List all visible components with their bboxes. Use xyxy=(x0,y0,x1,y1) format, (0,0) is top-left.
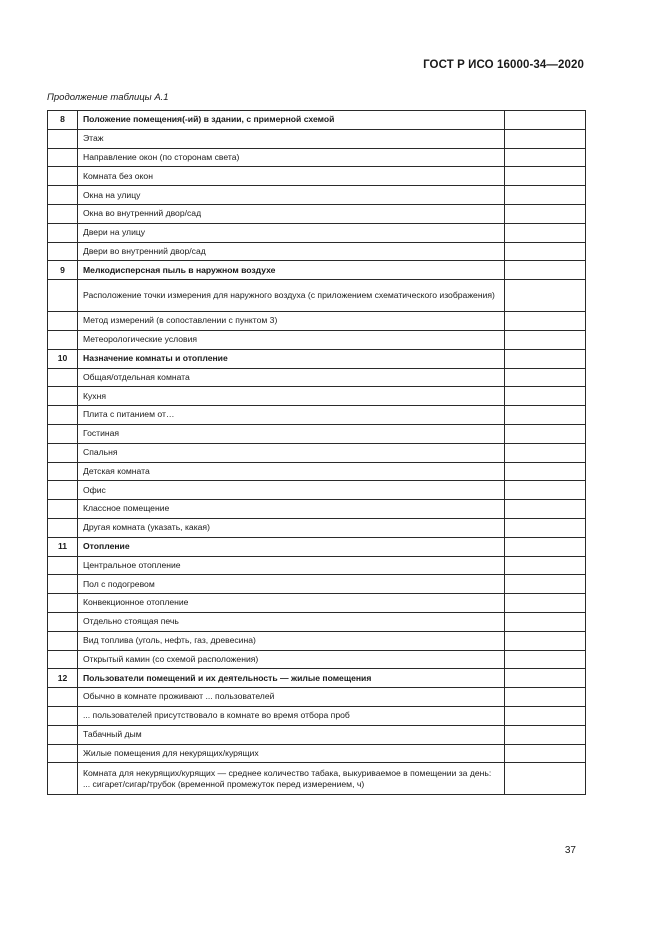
row-number-cell xyxy=(48,612,78,631)
row-number-cell xyxy=(48,280,78,312)
row-number-cell xyxy=(48,424,78,443)
row-value-cell[interactable] xyxy=(505,537,586,556)
table-row xyxy=(48,688,586,707)
table-row xyxy=(48,725,586,744)
row-number-cell xyxy=(48,242,78,261)
row-description-cell: Табачный дым xyxy=(78,725,505,744)
row-value-cell[interactable] xyxy=(505,481,586,500)
table-row xyxy=(48,706,586,725)
row-number-cell: 9 xyxy=(48,261,78,280)
table-row xyxy=(48,406,586,425)
row-value-cell[interactable] xyxy=(505,556,586,575)
row-value-cell[interactable] xyxy=(505,330,586,349)
table-row xyxy=(48,129,586,148)
document-standard-header: ГОСТ Р ИСО 16000-34—2020 xyxy=(423,59,584,71)
row-description-cell: Кухня xyxy=(78,387,505,406)
row-description-cell: Другая комната (указать, какая) xyxy=(78,518,505,537)
row-number-cell xyxy=(48,167,78,186)
table-row xyxy=(48,368,586,387)
row-value-cell[interactable] xyxy=(505,204,586,223)
row-description-cell: ... пользователей присутствовало в комнате во время отбора проб xyxy=(78,706,505,725)
table-row xyxy=(48,312,586,331)
row-number-cell: 11 xyxy=(48,537,78,556)
row-number-cell: 10 xyxy=(48,349,78,368)
row-description-cell: Отопление xyxy=(78,537,505,556)
row-value-cell[interactable] xyxy=(505,575,586,594)
row-value-cell[interactable] xyxy=(505,148,586,167)
row-number-cell xyxy=(48,481,78,500)
row-description-cell: Назначение комнаты и отопление xyxy=(78,349,505,368)
table-row xyxy=(48,148,586,167)
row-value-cell[interactable] xyxy=(505,186,586,205)
row-description-cell: Окна на улицу xyxy=(78,186,505,205)
row-value-cell[interactable] xyxy=(505,261,586,280)
row-number-cell xyxy=(48,368,78,387)
row-description-cell: Комната без окон xyxy=(78,167,505,186)
row-description-cell: Метод измерений (в сопоставлении с пунктом 3) xyxy=(78,312,505,331)
row-description-cell: Расположение точки измерения для наружного воздуха (с приложением схематического изображения) xyxy=(78,280,505,312)
row-number-cell xyxy=(48,518,78,537)
questionnaire-table xyxy=(47,110,586,795)
table-row xyxy=(48,556,586,575)
table-row xyxy=(48,443,586,462)
row-value-cell[interactable] xyxy=(505,725,586,744)
row-value-cell[interactable] xyxy=(505,242,586,261)
row-value-cell[interactable] xyxy=(505,688,586,707)
row-number-cell xyxy=(48,556,78,575)
row-number-cell xyxy=(48,443,78,462)
row-value-cell[interactable] xyxy=(505,424,586,443)
row-description-cell: Отдельно стоящая печь xyxy=(78,612,505,631)
section-header-row xyxy=(48,111,586,130)
row-value-cell[interactable] xyxy=(505,612,586,631)
row-description-cell: Жилые помещения для некурящих/курящих xyxy=(78,744,505,763)
row-description-cell: Центральное отопление xyxy=(78,556,505,575)
row-number-cell xyxy=(48,387,78,406)
table-row xyxy=(48,462,586,481)
row-value-cell[interactable] xyxy=(505,518,586,537)
row-description-cell: Пол с подогревом xyxy=(78,575,505,594)
row-value-cell[interactable] xyxy=(505,650,586,669)
row-value-cell[interactable] xyxy=(505,744,586,763)
row-value-cell[interactable] xyxy=(505,462,586,481)
row-description-cell: Конвекционное отопление xyxy=(78,594,505,613)
row-value-cell[interactable] xyxy=(505,669,586,688)
row-description-cell: Общая/отдельная комната xyxy=(78,368,505,387)
table-row xyxy=(48,481,586,500)
section-header-row xyxy=(48,261,586,280)
row-value-cell[interactable] xyxy=(505,631,586,650)
row-description-cell: Обычно в комнате проживают ... пользователей xyxy=(78,688,505,707)
table-row xyxy=(48,242,586,261)
row-number-cell xyxy=(48,763,78,795)
row-number-cell xyxy=(48,575,78,594)
row-description-cell: Детская комната xyxy=(78,462,505,481)
table-row xyxy=(48,280,586,312)
row-number-cell xyxy=(48,186,78,205)
row-value-cell[interactable] xyxy=(505,129,586,148)
row-value-cell[interactable] xyxy=(505,594,586,613)
row-value-cell[interactable] xyxy=(505,706,586,725)
table-row xyxy=(48,650,586,669)
row-value-cell[interactable] xyxy=(505,280,586,312)
table-row xyxy=(48,575,586,594)
row-value-cell[interactable] xyxy=(505,500,586,519)
questionnaire-table-body xyxy=(48,111,586,795)
table-row xyxy=(48,223,586,242)
row-value-cell[interactable] xyxy=(505,223,586,242)
row-value-cell[interactable] xyxy=(505,312,586,331)
table-row xyxy=(48,186,586,205)
row-description-cell: Этаж xyxy=(78,129,505,148)
table-row xyxy=(48,631,586,650)
row-number-cell xyxy=(48,129,78,148)
section-header-row xyxy=(48,349,586,368)
row-description-cell: Вид топлива (уголь, нефть, газ, древесина) xyxy=(78,631,505,650)
row-number-cell xyxy=(48,312,78,331)
page-number: 37 xyxy=(564,845,576,856)
table-row xyxy=(48,518,586,537)
section-header-row xyxy=(48,537,586,556)
row-description-cell: Комната для некурящих/курящих — среднее количество табака, выкуриваемое в помещении за день: ... сигарет/сигар/трубок (временной промежуток перед измерением, ч) xyxy=(78,763,505,795)
row-description-cell: Положение помещения(-ий) в здании, с примерной схемой xyxy=(78,111,505,130)
table-row xyxy=(48,744,586,763)
row-description-cell: Пользователи помещений и их деятельность — жилые помещения xyxy=(78,669,505,688)
row-number-cell xyxy=(48,462,78,481)
row-value-cell[interactable] xyxy=(505,406,586,425)
row-number-cell xyxy=(48,500,78,519)
table-row xyxy=(48,204,586,223)
row-value-cell[interactable] xyxy=(505,387,586,406)
table-row xyxy=(48,763,586,795)
row-value-cell[interactable] xyxy=(505,349,586,368)
row-description-cell: Направление окон (по сторонам света) xyxy=(78,148,505,167)
row-description-cell: Офис xyxy=(78,481,505,500)
section-header-row xyxy=(48,669,586,688)
row-number-cell xyxy=(48,706,78,725)
row-description-cell: Двери во внутренний двор/сад xyxy=(78,242,505,261)
row-description-cell: Метеорологические условия xyxy=(78,330,505,349)
row-number-cell xyxy=(48,406,78,425)
row-number-cell: 8 xyxy=(48,111,78,130)
row-number-cell xyxy=(48,688,78,707)
row-number-cell xyxy=(48,744,78,763)
row-value-cell[interactable] xyxy=(505,763,586,795)
table-row xyxy=(48,424,586,443)
table-row xyxy=(48,500,586,519)
row-number-cell xyxy=(48,725,78,744)
row-number-cell xyxy=(48,631,78,650)
row-number-cell xyxy=(48,594,78,613)
table-row xyxy=(48,330,586,349)
row-description-cell: Окна во внутренний двор/сад xyxy=(78,204,505,223)
row-value-cell[interactable] xyxy=(505,111,586,130)
row-number-cell xyxy=(48,223,78,242)
row-number-cell xyxy=(48,148,78,167)
row-description-cell: Спальня xyxy=(78,443,505,462)
row-value-cell[interactable] xyxy=(505,368,586,387)
row-description-cell: Классное помещение xyxy=(78,500,505,519)
row-number-cell: 12 xyxy=(48,669,78,688)
row-value-cell[interactable] xyxy=(505,443,586,462)
row-number-cell xyxy=(48,330,78,349)
row-value-cell[interactable] xyxy=(505,167,586,186)
row-description-cell: Мелкодисперсная пыль в наружном воздухе xyxy=(78,261,505,280)
row-number-cell xyxy=(48,204,78,223)
table-row xyxy=(48,387,586,406)
table-row xyxy=(48,612,586,631)
row-description-cell: Гостиная xyxy=(78,424,505,443)
row-description-cell: Открытый камин (со схемой расположения) xyxy=(78,650,505,669)
table-row xyxy=(48,167,586,186)
table-row xyxy=(48,594,586,613)
row-number-cell xyxy=(48,650,78,669)
row-description-cell: Плита с питанием от… xyxy=(78,406,505,425)
row-description-cell: Двери на улицу xyxy=(78,223,505,242)
table-continuation-caption: Продолжение таблицы А.1 xyxy=(47,92,169,103)
